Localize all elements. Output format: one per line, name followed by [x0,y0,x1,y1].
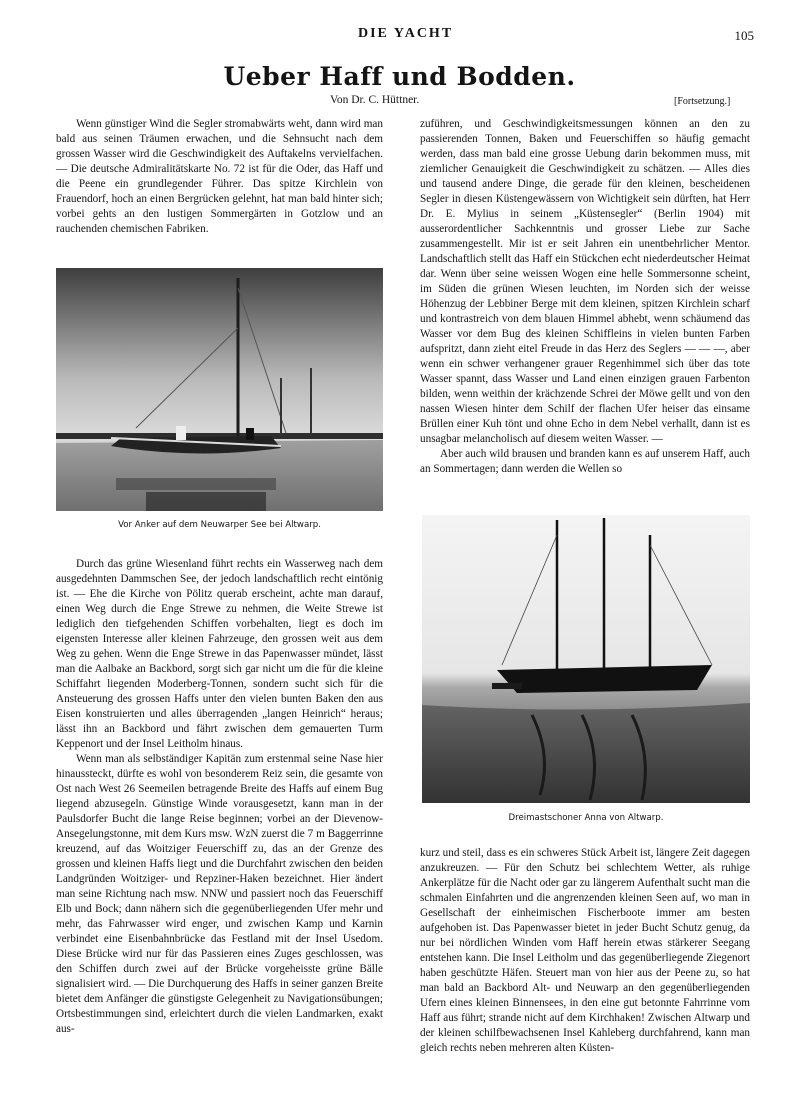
sailboat-photo [56,268,383,511]
magazine-title: DIE YACHT [358,26,454,41]
page-number: 105 [734,28,754,43]
photo-caption: Vor Anker auf dem Neuwarper See bei Altwarp. [118,520,321,530]
column-2-top [420,117,750,477]
paragraph: Wenn man als selbständiger Kapitän zum erstenmal seine Nase hier hinaussteckt, dürfte es wohl von besonderem Reiz sein, die gesamte von Ost nach West 26 Seemeilen betragende Breite des Haffs auf einem Bug liegend abzusegeln. Günstige Winde vorausgesetzt, kann man in der Paulsdorfer Bucht die lange Reise beginnen; vorbei an der Dievenow-Ansegelungstonne, mit dem Kurs msw. WzN zuerst die 7 m Baggerrinne kreuzend, auf das Woitziger Feuerschiff zu, das an der Grenze des grossen und kleinen Haffs liegt und die Durchfahrt zwischen den beiden Landgründen Woitziger- und Repziner-Haken bezeichnet. Hier ändert man seine Richtung nach msw. NNW und passiert noch das Feuerschiff Elb und Bock; dann nähern sich die gegenüberliegenden Ufer mehr und mehr, das Fahrwasser wird enger, und zwischen Kamp und Karnin verbindet eine Eisenbahnbrücke das Festland mit der Insel Usedom. Diese Brücke wird nur für das Passieren eines Zuges geschlossen, was den Schiffen durch zwei auf der Brücke vorgeheisste grüne Bälle signalisiert wird. — Die Durchquerung des Haffs in seiner ganzen Breite bietet dem Anfänger die günstigste Gelegenheit zu Navigationsübungen; Ortsbestimmungen sind, erleichtert durch die vielen Landmarken, exakt aus- [56,753,383,1035]
paragraph: kurz und steil, dass es ein schweres Stück Arbeit ist, längere Zeit dagegen anzukreuzen. — Für den Schutz bei schlechtem Wetter, als ruhige Ankerplätze für die Nacht oder gar zu längerem Aufenthalt sucht man die schmalen Einfahrten und die angrenzenden kleinen Seen auf, wo man in Gesellschaft der einheimischen Fischerboote immer am besten aufgehoben ist. Das Papenwasser bietet in jeder Bucht Schutz genug, da nur bei nördlichen Winden vom Haff herein etwas stärkerer Seegang entstehen kann. Die Insel Leitholm und das gegenüberliegende Ziegenort haben geschützte Häfen. Steuert man von hier aus der Peene zu, so hat man bald an Backbord Alt- und Neuwarp an den gegenüberliegenden Ufern eines kleinen Binnensees, in den eine gut betonnte Fahrrinne vom Haff aus führt; strande nicht auf dem Kirchhaken! Zwischen Altwarp und der kleinen schilfbewachsenen Insel Kahleberg durchfahrend, kann man gleich rechts neben mehreren alten Küsten- [420,847,750,1054]
schooner-photo [422,515,750,803]
photo-caption: Dreimastschoner Anna von Altwarp. [508,813,664,823]
column-2-bottom [420,846,750,1056]
paragraph: Durch das grüne Wiesenland führt rechts ein Wasserweg nach dem ausgedehnten Dammschen See, der jedoch landschaftlich recht eintönig ist. — Ehe die Kirche von Pölitz querab erscheint, achte man darauf, einen Weg durch die Enge Strewe zu nehmen, die Weite Strewe ist lediglich den tiefgehenden Schiffen vorbehalten, liegt es doch im eigensten Interesse aller kleinen Fahrzeuge, den grossen weit aus dem Weg zu gehen. Wenn die Enge Strewe in das Papenwasser mündet, lässt man die Aalbake an Backbord, sorgt sich gar nicht um die für die kleine Schiffahrt liegenden Moderberg-Tonnen, sondern sucht sich für die Ansteuerung des grossen Haffs unter den vielen bunten Baken den aus Eisen konstruierten und alles überragenden „langen Heinrich“ heraus; lässt ihn an Backbord und fährt zwischen dem gemauerten Turm Keppenort und der Insel Leitholm hinaus. [56,558,383,750]
paragraph: zuführen, und Geschwindigkeitsmessungen können an den zu passierenden Tonnen, Baken und Feuerschiffen so häufig gemacht werden, dass man bald eine grosse Uebung darin bekommen muss, mit ziemlicher Genauigkeit die Geschwindigkeit zu schätzen. — Alles dies und tausend andere Dinge, die gerade für den kleinen, bescheidenen Segler in diesen Küstengewässern von Wichtigkeit sein dürften, hat Herr Dr. E. Mylius in seinem „Küstensegler“ (Berlin 1904) mit ausserordentlicher Sachkenntnis und grosser Liebe zur Sache zusammengestellt. Mir ist er seit Jahren ein unentbehrlicher Mentor. Landschaftlich stellt das Haff ein Stückchen echt niederdeutscher Heimat dar. Wenn über seine weissen Wogen eine helle Sommersonne scheint, im Süden die grünen Wiesen leuchten, im Norden sich der weisse Höhenzug der Lebbiner Berge mit dem kleinen, spitzen Kirchlein scharf und kontrastreich von dem blauen Himmel abhebt, wenn schäumend das Wasser vor dem Bug des kleinen Schiffleins in vielen bunten Farben aufspritzt, dann zieht eitel Freude in das Herz des Seglers — — —, aber wenn ein schwer verhangener grauer Regenhimmel sich über das tote Wasser spannt, dass Wasser und Land einen einzigen grauen Farbenton bilden, wenn weithin der krächzende Schrei der Möwe gellt und von den nassen Wiesen hinter dem Schilf der flachen Ufer heiser das einsame Brüllen einer Kuh tönt und ohne Echo in dem Nebel verhallt, dann ist es unsagbar melancholisch auf diesem weiten Wasser. — [420,118,750,445]
article-title: Ueber Haff und Bodden. [223,62,576,91]
column-1-bottom [56,557,383,1037]
paragraph: Wenn günstiger Wind die Segler stromabwärts weht, dann wird man bald aus seinen Träumen erwachen, und die Sehnsucht nach dem grossen Wasser wird die Geschwindigkeit des Auftakelns vervielfachen. — Die deutsche Admiralitätskarte No. 72 ist für die Oder, das Haff und die Peene ein grundlegender Führer. Das spitze Kirchlein von Frauendorf, hoch an einen Bergrücken gelehnt, hat man bald hinter sich; vorbei gehts an den lustigen Sommergärten in Gotzlow und an rauchenden chemischen Fabriken. [56,118,383,235]
continuation-note: [Fortsetzung.] [674,96,731,107]
column-1-top [56,117,383,237]
paragraph: Aber auch wild brausen und branden kann es auf unserem Haff, auch an Sommertagen; dann werden die Wellen so [420,448,750,475]
article-byline: Von Dr. C. Hüttner. [330,94,420,106]
